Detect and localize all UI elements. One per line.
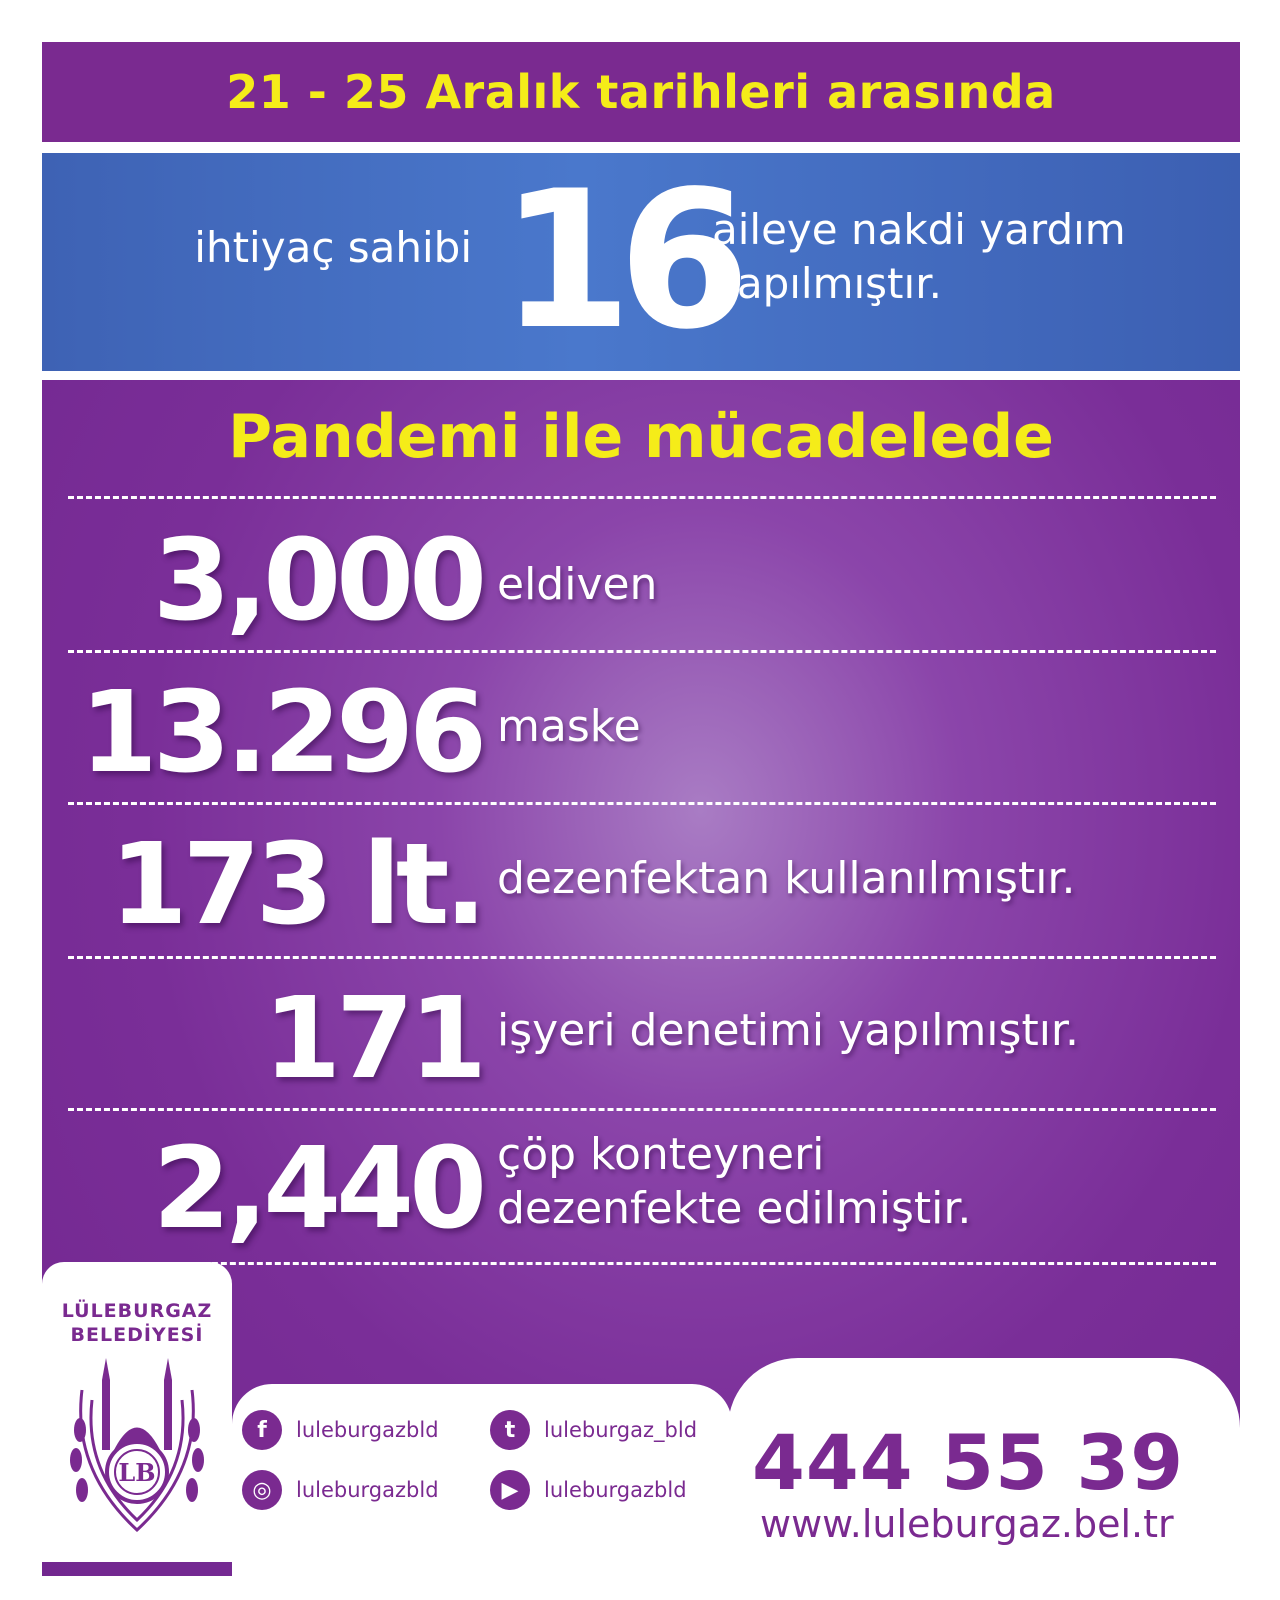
phone-number[interactable]: 444 55 39: [752, 1418, 1185, 1507]
stat-value-gloves: 3,000: [152, 516, 482, 646]
stat-label-containers-line2: dezenfekte edilmiştir.: [497, 1183, 972, 1234]
date-range-banner: [42, 42, 1240, 142]
date-range-text: 21 - 25 Aralık tarihleri arasında: [226, 65, 1056, 119]
municipality-logo: [42, 1262, 232, 1562]
stat-label-disinfectant: dezenfektan kullanılmıştır.: [497, 853, 1076, 904]
divider: [68, 650, 1216, 653]
stat-label-gloves: eldiven: [497, 559, 658, 610]
logo-monogram: LB: [118, 1458, 156, 1487]
aid-banner: [42, 150, 1240, 371]
stat-label-masks: maske: [497, 701, 641, 752]
website-link[interactable]: www.luleburgaz.bel.tr: [760, 1502, 1174, 1546]
social-handle: luleburgazbld: [296, 1478, 439, 1502]
aid-family-count: 16: [500, 150, 737, 371]
social-handle: luleburgazbld: [544, 1478, 687, 1502]
youtube-icon: ▶: [490, 1470, 530, 1510]
logo-emblem-icon: [42, 1350, 232, 1560]
facebook-icon: f: [242, 1410, 282, 1450]
aid-right-line2: yapılmıştır.: [712, 259, 942, 308]
social-twitter[interactable]: [490, 1410, 697, 1450]
stat-value-masks: 13.296: [79, 668, 482, 798]
divider: [68, 1262, 1216, 1265]
stat-label-inspections: işyeri denetimi yapılmıştır.: [497, 1005, 1079, 1056]
footer-base: [0, 1576, 1280, 1600]
aid-left-text: ihtiyaç sahibi: [194, 223, 472, 272]
social-instagram[interactable]: [242, 1470, 439, 1510]
logo-line1: LÜLEBURGAZ: [61, 1300, 213, 1322]
social-handle: luleburgazbld: [296, 1418, 439, 1442]
social-youtube[interactable]: [490, 1470, 687, 1510]
aid-right-line1: aileye nakdi yardım: [712, 205, 1126, 254]
aid-right-text: [712, 203, 1126, 311]
divider: [68, 956, 1216, 959]
divider: [68, 496, 1216, 499]
stat-value-containers: 2,440: [152, 1124, 482, 1254]
stat-value-disinfectant: 173 lt.: [109, 820, 482, 950]
divider: [68, 802, 1216, 805]
logo-line2: BELEDİYESİ: [70, 1324, 204, 1346]
social-facebook[interactable]: [242, 1410, 439, 1450]
divider: [68, 1108, 1216, 1111]
social-handle: luleburgaz_bld: [544, 1418, 698, 1442]
twitter-icon: t: [490, 1410, 530, 1450]
stat-label-containers: [497, 1128, 971, 1236]
pandemic-heading: Pandemi ile mücadelede: [228, 402, 1054, 472]
stat-label-containers-line1: çöp konteyneri: [497, 1129, 825, 1180]
stat-value-inspections: 171: [263, 974, 482, 1104]
instagram-icon: ◎: [242, 1470, 282, 1510]
